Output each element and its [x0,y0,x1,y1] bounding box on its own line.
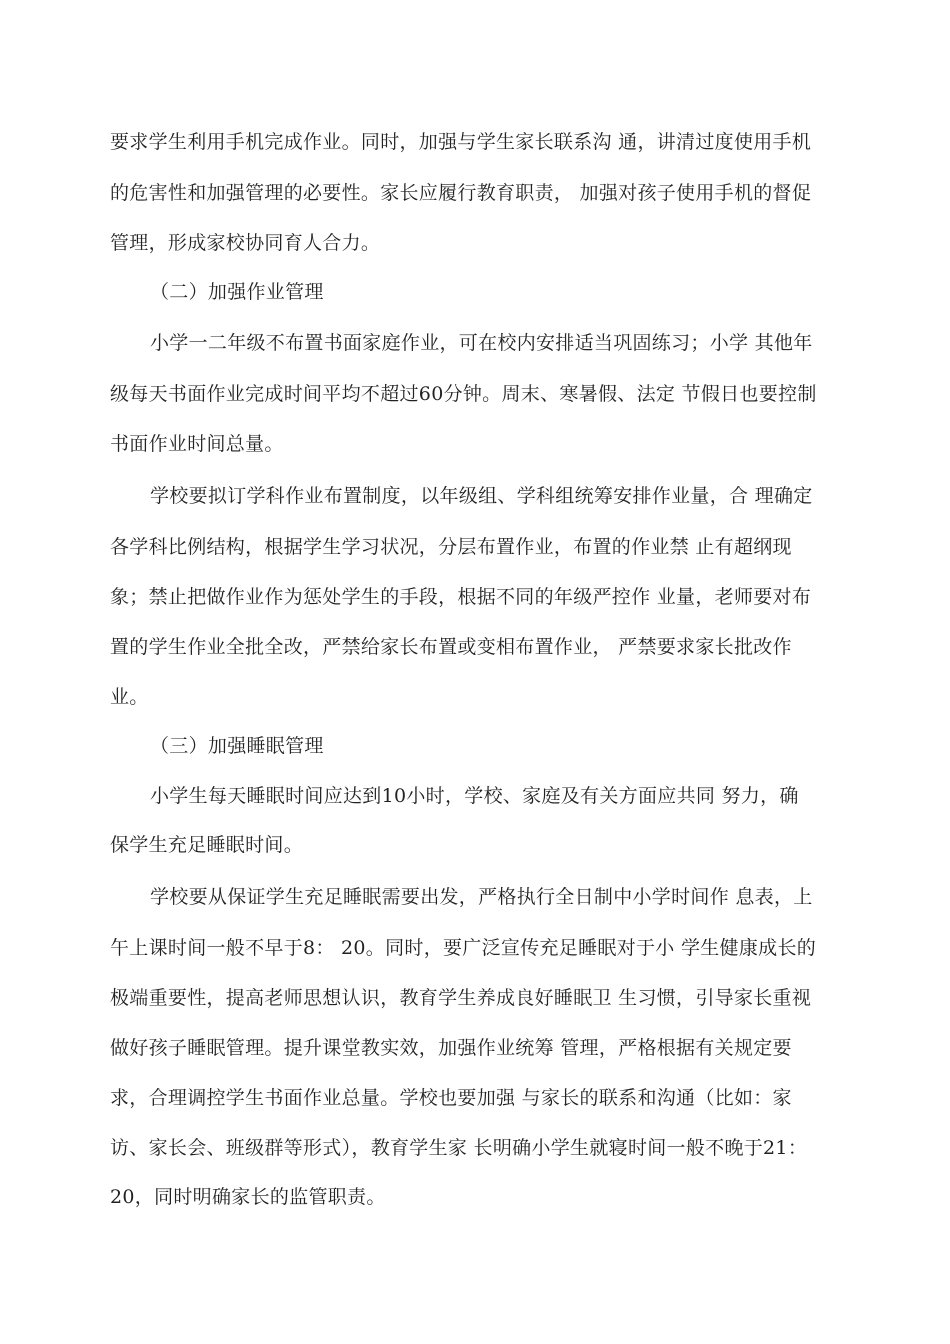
text-line: 业。 [110,686,149,708]
text-line: 管理，形成家校协同育人合力。 [110,232,381,254]
text-line: 保学生充足睡眠时间。 [110,834,304,856]
paragraph-start: 学校要从保证学生充足睡眠需要出发，严格执行全日制中小学时间作 息表，上 [150,886,813,908]
text-line: 极端重要性，提高老师思想认识，教育学生养成良好睡眠卫 生习惯，引导家长重视 [110,987,812,1009]
text-line: 书面作业时间总量。 [110,433,284,455]
text-line: 级每天书面作业完成时间平均不超过60分钟。周末、寒暑假、法定 节假日也要控制 [110,383,817,405]
paragraph-start: 小学一二年级不布置书面家庭作业，可在校内安排适当巩固练习；小学 其他年 [150,332,813,354]
section-heading: （二）加强作业管理 [150,281,324,303]
text-line: 20，同时明确家长的监管职责。 [110,1186,386,1208]
text-line: 午上课时间一般不早于8： 20。同时，要广泛宣传充足睡眠对于小 学生健康成长的 [110,937,817,959]
text-line: 访、家长会、班级群等形式），教育学生家 长明确小学生就寝时间一般不晚于21： [110,1137,808,1159]
section-heading: （三）加强睡眠管理 [150,735,324,757]
text-line: 的危害性和加强管理的必要性。家长应履行教育职责， 加强对孩子使用手机的督促 [110,182,812,204]
text-line: 各学科比例结构，根据学生学习状况，分层布置作业，布置的作业禁 止有超纲现 [110,536,792,558]
text-line: 求，合理调控学生书面作业总量。学校也要加强 与家长的联系和沟通（比如：家 [110,1087,792,1109]
text-line: 置的学生作业全批全改，严禁给家长布置或变相布置作业， 严禁要求家长批改作 [110,636,792,658]
text-line: 做好孩子睡眠管理。提升课堂教实效，加强作业统筹 管理，严格根据有关规定要 [110,1037,792,1059]
paragraph-start: 学校要拟订学科作业布置制度，以年级组、学科组统筹安排作业量，合 理确定 [150,485,813,507]
text-line: 象；禁止把做作业作为惩处学生的手段，根据不同的年级严控作 业量，老师要对布 [110,586,812,608]
paragraph-start: 小学生每天睡眠时间应达到10小时，学校、家庭及有关方面应共同 努力，确 [150,785,799,807]
text-line: 要求学生利用手机完成作业。同时，加强与学生家长联系沟 通，讲清过度使用手机 [110,131,812,153]
